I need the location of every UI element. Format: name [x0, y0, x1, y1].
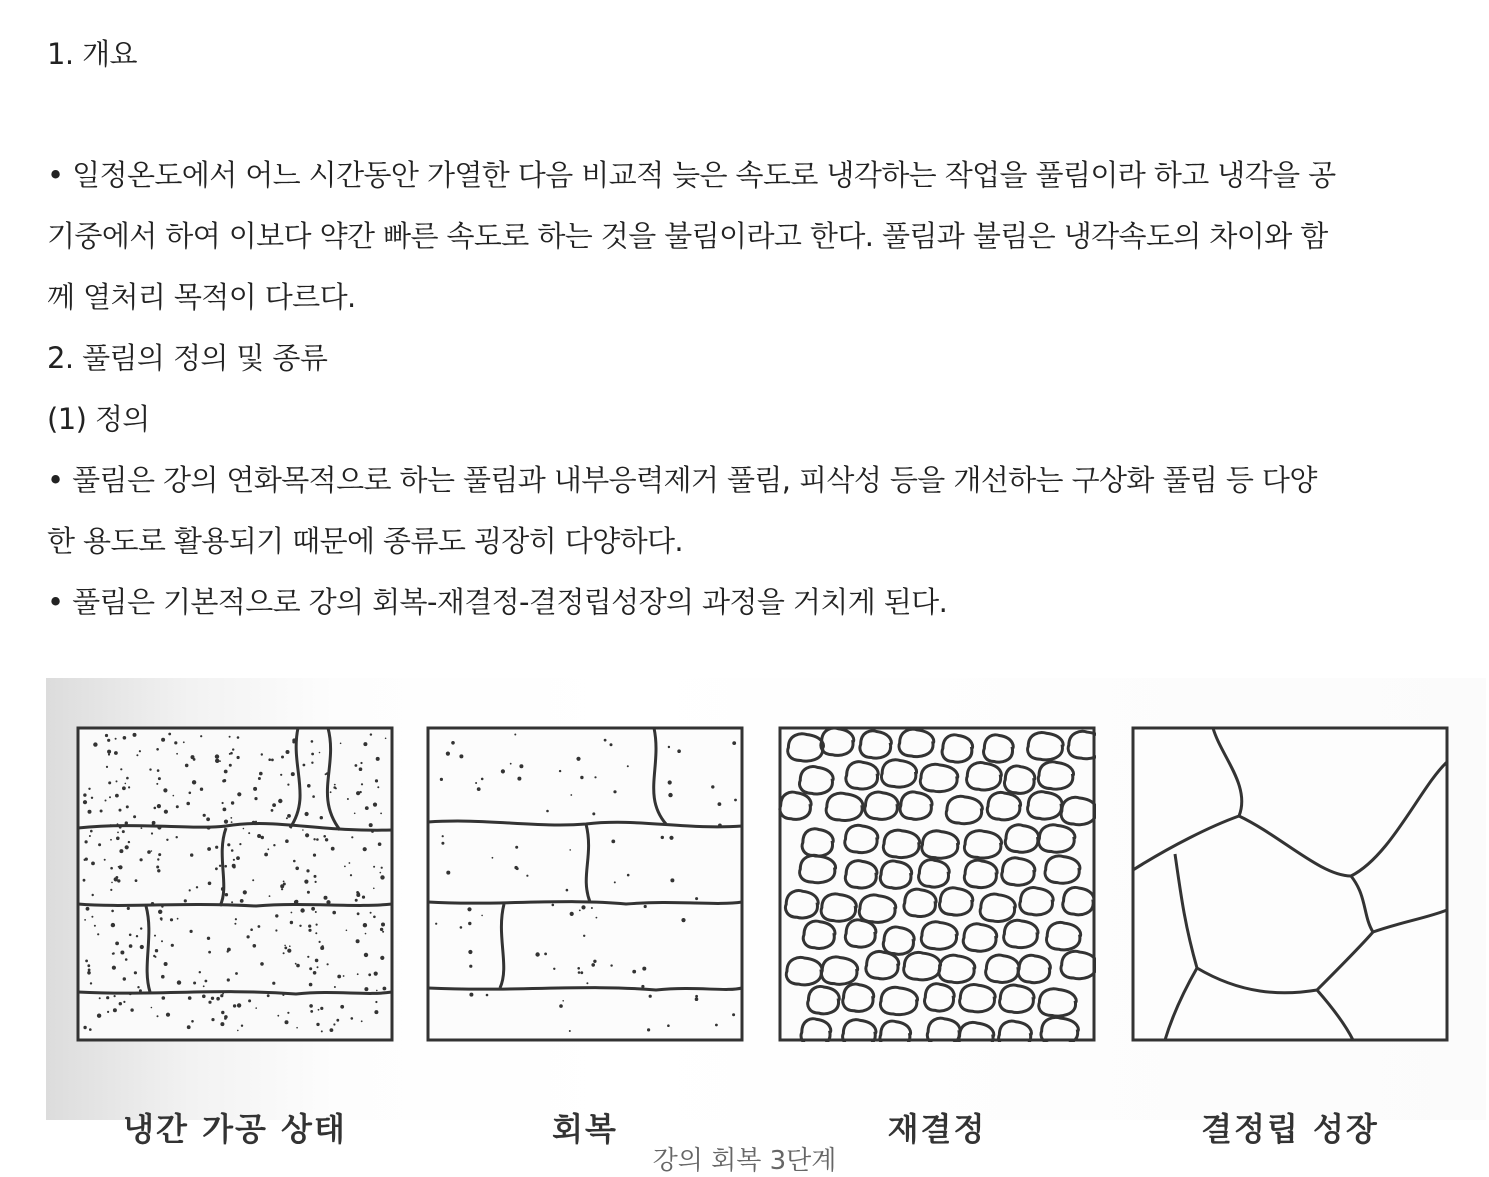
recovery-microstructure [426, 726, 744, 1042]
text-line: 께 열처리 목적이 다르다. [47, 280, 356, 314]
text-line: • 일정온도에서 어느 시간동안 가열한 다음 비교적 늦은 속도로 냉각하는 작업을 풀림이라 하고 냉각을 공 [47, 158, 1336, 192]
cold-worked-microstructure [76, 726, 394, 1042]
subheading-definition: (1) 정의 [47, 402, 150, 436]
cold-worked-panel [76, 726, 394, 1148]
recovery-panel [426, 726, 744, 1148]
section-heading-overview: 1. 개요 [47, 37, 137, 71]
panel-label: 결정립 성장 [1201, 1110, 1379, 1148]
recrystallization-microstructure [778, 726, 1096, 1042]
panel-label: 회복 [552, 1110, 618, 1148]
section-heading-annealing: 2. 풀림의 정의 및 종류 [47, 341, 328, 375]
recrystallization-panel [778, 726, 1096, 1148]
grain-growth-microstructure [1131, 726, 1449, 1042]
annealing-stages-figure [46, 678, 1486, 1148]
text-line: 한 용도로 활용되기 때문에 종류도 굉장히 다양하다. [47, 524, 684, 558]
paragraph-block [47, 145, 1336, 633]
text-line: 기중에서 하여 이보다 약간 빠른 속도로 하는 것을 불림이라고 한다. 풀림과 불림은 냉각속도의 차이와 함 [47, 219, 1328, 253]
figure-caption: 강의 회복 3단계 [652, 1146, 837, 1176]
text-line: • 풀림은 강의 연화목적으로 하는 풀림과 내부응력제거 풀림, 피삭성 등을 개선하는 구상화 풀림 등 다양 [47, 463, 1317, 497]
grain-growth-panel [1131, 726, 1449, 1148]
text-line: • 풀림은 기본적으로 강의 회복-재결정-결정립성장의 과정을 거치게 된다. [47, 585, 948, 619]
panel-label: 재결정 [887, 1110, 987, 1148]
panel-label: 냉간 가공 상태 [123, 1110, 347, 1148]
